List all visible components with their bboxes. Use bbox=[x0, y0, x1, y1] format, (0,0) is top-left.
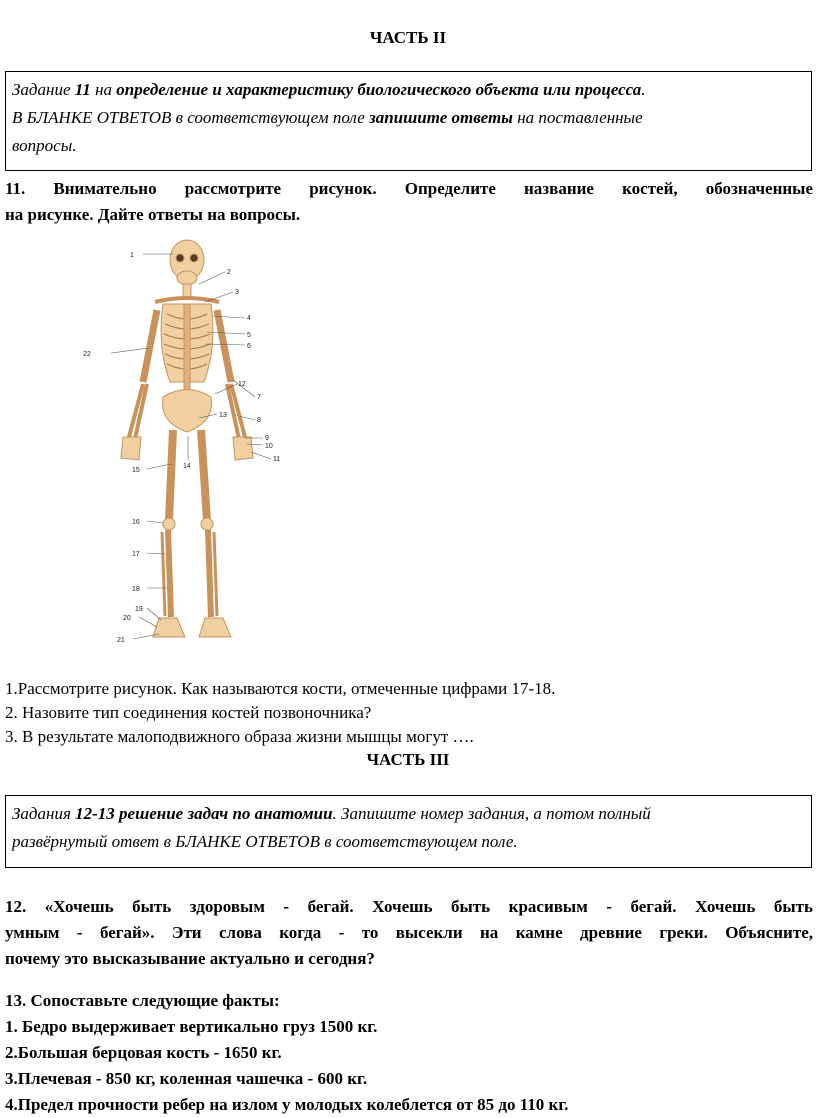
label-22: 22 bbox=[83, 351, 91, 358]
label-15: 15 bbox=[132, 467, 140, 474]
part2-title: ЧАСТЬ II bbox=[369, 28, 447, 47]
task-13-text bbox=[5, 988, 813, 1118]
label-4: 4 bbox=[247, 315, 251, 322]
instruction-3-line-1: Задания 12-13 решение задач по анатомии. Запишите номер задания, а потом полный bbox=[12, 804, 651, 823]
fact-3: 3.Плечевая - 850 кг, коленная чашечка - 600 кг. bbox=[5, 1069, 368, 1088]
label-14: 14 bbox=[183, 463, 191, 470]
label-3: 3 bbox=[235, 289, 239, 296]
instruction-line-3: вопросы. bbox=[12, 136, 77, 155]
label-7: 7 bbox=[257, 394, 261, 401]
label-2: 2 bbox=[227, 269, 231, 276]
label-21: 21 bbox=[117, 637, 125, 644]
label-1: 1 bbox=[130, 252, 134, 259]
label-9: 9 bbox=[265, 435, 269, 442]
label-20: 20 bbox=[123, 615, 131, 622]
label-11: 11 bbox=[273, 456, 281, 463]
part3-instruction-box bbox=[5, 795, 812, 868]
label-13: 13 bbox=[219, 412, 227, 419]
label-8: 8 bbox=[257, 417, 261, 424]
instruction-line-2: В БЛАНКЕ ОТВЕТОВ в соответствующем поле запишите ответы на поставленные bbox=[12, 108, 643, 127]
question-3: 3. В результате малоподвижного образа жизни мышцы могут …. bbox=[5, 727, 474, 746]
label-5: 5 bbox=[247, 332, 251, 339]
label-10: 10 bbox=[265, 443, 273, 450]
task-11-text: 11. Внимательно рассмотрите рисунок. Определите название костей, обозначенные на рисунке. Дайте ответы на вопросы. bbox=[5, 179, 813, 224]
instruction-line-1: Задание 11 на определение и характеристику биологического объекта или процесса. bbox=[12, 80, 646, 99]
skeleton-figure bbox=[75, 232, 305, 650]
part2-instruction-box bbox=[5, 71, 812, 171]
instruction-3-line-2: развёрнутый ответ в БЛАНКЕ ОТВЕТОВ в соответствующем поле. bbox=[12, 832, 518, 851]
fact-1: 1. Бедро выдерживает вертикально груз 1500 кг. bbox=[5, 1017, 378, 1036]
task-13-title: 13. Сопоставьте следующие факты: bbox=[5, 991, 280, 1010]
label-18: 18 bbox=[132, 586, 140, 593]
label-17: 17 bbox=[132, 551, 140, 558]
fact-4: 4.Предел прочности ребер на излом у молодых колеблется от 85 до 110 кг. bbox=[5, 1095, 569, 1114]
task-12-text: 12. «Хочешь быть здоровым - бегай. Хочешь быть красивым - бегай. Хочешь быть умным - бегай». Эти слова когда - то высекли на камне древние греки. Объясните, почему это высказывание актуально и сегодня? bbox=[5, 897, 813, 968]
question-1: 1.Рассмотрите рисунок. Как называются кости, отмеченные цифрами 17-18. bbox=[5, 679, 556, 698]
label-16: 16 bbox=[132, 519, 140, 526]
fact-2: 2.Большая берцовая кость - 1650 кг. bbox=[5, 1043, 282, 1062]
label-19: 19 bbox=[135, 606, 143, 613]
label-12: 12 bbox=[238, 381, 246, 388]
part3-title: ЧАСТЬ III bbox=[366, 750, 450, 769]
label-6: 6 bbox=[247, 343, 251, 350]
question-2: 2. Назовите тип соединения костей позвоночника? bbox=[5, 703, 372, 722]
